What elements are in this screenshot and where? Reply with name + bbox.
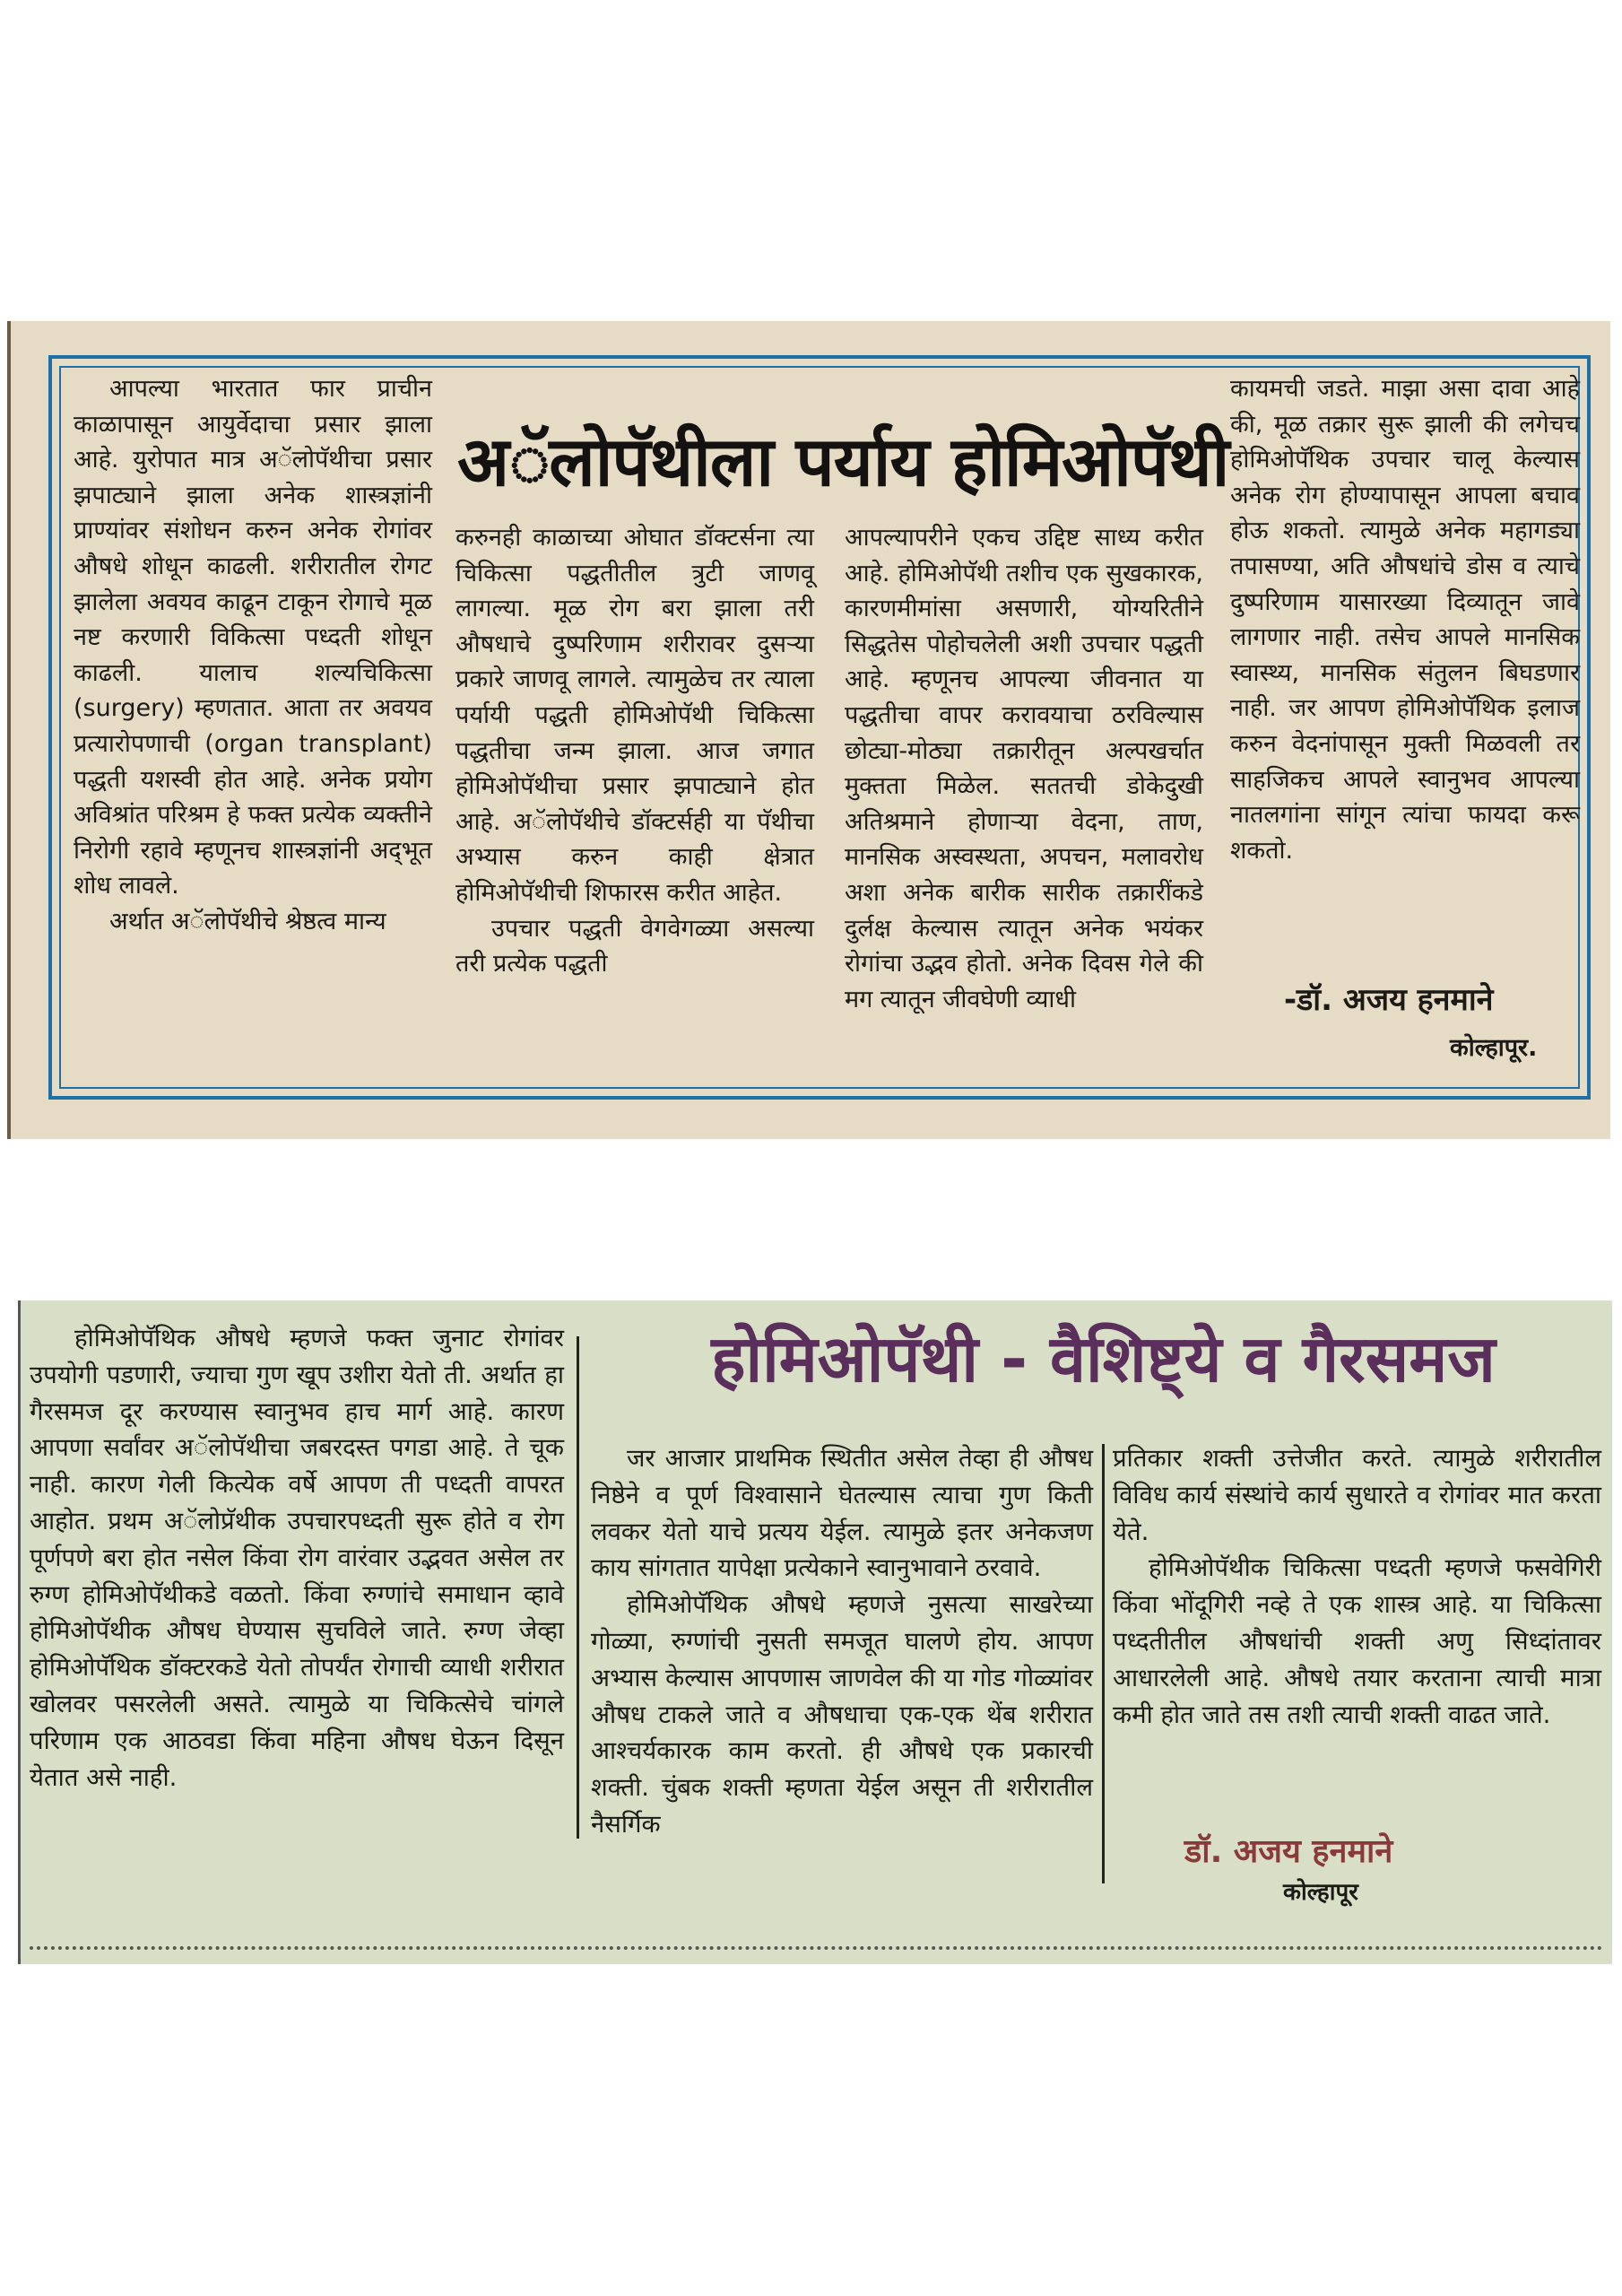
paragraph: कायमची जडते. माझा असा दावा आहे की, मूळ तक्रार सुरू झाली की लगेचच होमिओपॅथिक उपचार चालू केल्यास अनेक रोग होण्यापासून आपला बचाव होऊ शकतो. त्यामुळे अनेक महागड्या तपासण्या, अति औषधांचे डोस व त्याचे दुष्परिणाम यासारख्या दिव्यातून जावे लागणार नाही. तसेच आपले मानसिक स्वास्थ्य, मानसिक संतुलन बिघडणार नाही. जर आपण होमिओपॅथिक इलाज करुन वेदनांपासून मुक्ती मिळवली तर साहजिकच आपले स्वानुभव आपल्या नातलगांना सांगून त्यांचा फायदा करू शकतो. [1230,375,1580,865]
paragraph: होमिओपॅथिक औषधे म्हणजे फक्त जुनाट रोगांवर उपयोगी पडणारी, ज्याचा गुण खूप उशीरा येतो ती. अर्थात हा गैरसमज दूर करण्यास स्वानुभव हाच मार्ग आहे. कारण आपणा सर्वांवर अॅलोपॅथीचा जबरदस्त पगडा आहे. ते चूक नाही. कारण गेली कित्येक वर्षे आपण ती पध्दती वापरत आहोत. प्रथम अॅलोप्रॅथीक उपचारपध्दती सुरू होते व रोग पूर्णपणे बरा होत नसेल किंवा रोग वारंवार उद्भवत असेल तर रुग्ण होमिओपॅथीकडे वळतो. किंवा रुग्णांचे समाधान व्हावे होमिओपॅथीक औषध घेण्यास सुचविले जाते. रुग्ण जेव्हा होमिओपॅथिक डॉक्टरकडे येतो तोपर्यंत रोगाची व्याधी शरीरात खोलवर पसरलेली असते. त्यामुळे या चिकित्सेचे चांगले परिणाम एक आठवडा किंवा महिना औषध घेऊन दिसून येतात असे नाही. [30,1324,564,1792]
article1-column-3 [845,520,1203,1017]
article1-headline: अॅलोपॅथीला पर्याय होमिओपॅथी [457,422,1229,501]
author-signature: -डॉ. अजय हनमाने [1284,982,1494,1018]
paragraph: आपल्या भारतात फार प्राचीन काळापासून आयुर्वेदाचा प्रसार झाला आहे. युरोपात मात्र अॅलोपॅथीचा प्रसार झपाट्याने झाला अनेक शास्त्रज्ञांनी प्राण्यांवर संशोधन करुन अनेक रोगांवर औषधे शोधून काढली. शरीरातील रोगट झालेला अवयव काढून टाकून रोगाचे मूळ नष्ट करणारी विकित्सा पध्दती शोधून काढली. यालाच शल्यचिकित्सा (surgery) म्हणतात. आता तर अवयव प्रत्यारोपणाची (organ transplant) पद्धती यशस्वी होत आहे. अनेक प्रयोग अविश्रांत परिश्रम हे फक्त प्रत्येक व्यक्तीने निरोगी रहावे म्हणूनच शास्त्रज्ञांनी अद्‌भूत शोध लावले. [74,375,432,900]
paragraph: प्रतिकार शक्ती उत्तेजीत करते. त्यामुळे शरीरातील विविध कार्य संस्थांचे कार्य सुधारते व रोगांवर मात करता येते. [1113,1444,1601,1546]
article2-column-1 [30,1320,564,1796]
author-place: कोल्हापूर. [1450,1034,1538,1062]
article2-column-3 [1113,1440,1601,1733]
torn-edge-dots [30,1946,1603,1950]
article2-column-2 [591,1440,1093,1843]
paragraph: होमिओपॅथिक औषधे म्हणजे नुसत्या साखरेच्या गोळ्या, रुग्णांची नुसती समजूत घालणे होय. आपण अभ्यास केल्यास आपणास जाणवेल की या गोड गोळ्यांवर औषध टाकले जाते व औषधाचा एक-एक थेंब शरीरात आश्चर्यकारक काम करतो. ही औषधे एक प्रकारची शक्ती. चुंबक शक्ती म्हणता येईल असून ती शरीरातील नैसर्गिक [591,1590,1093,1839]
paragraph: उपचार पद्धती वेगवेगळ्या असल्या तरी प्रत्येक पद्धती [455,914,814,978]
column-divider [1102,1444,1105,1883]
paragraph: जर आजार प्राथमिक स्थितीत असेल तेव्हा ही औषध निष्ठेने व पूर्ण विश्वासाने घेतल्यास त्याचा गुण किती लवकर येतो याचे प्रत्यय येईल. त्यामुळे इतर अनेकजण काय सांगतात यापेक्षा प्रत्येकाने स्वानुभावाने ठरवावे. [591,1444,1093,1583]
author-signature: डॉ. अजय हनमाने [1184,1833,1393,1870]
paragraph: अर्थात अॅलोपॅथीचे श्रेष्ठत्व मान्य [109,907,386,935]
article1-column-2 [455,520,814,982]
column-divider [577,1336,579,1839]
article1-column-4 [1230,371,1580,868]
article2-headline: होमिओपॅथी - वैशिष्ट्ये व गैरसमज [711,1321,1496,1396]
newspaper-clipping-2 [18,1300,1612,1964]
article1-column-1 [74,371,432,940]
paragraph: करुनही काळाच्या ओघात डॉक्टर्सना त्या चिकित्सा पद्धतीतील त्रुटी जाणवू लागल्या. मूळ रोग बरा झाला तरी औषधाचे दुष्परिणाम शरीरावर दुसऱ्या प्रकारे जाणवू लागले. त्यामुळेच तर त्याला पर्यायी पद्धती होमिओपॅथी चिकित्सा पद्धतीचा जन्म झाला. आज जगात होमिओपॅथीचा प्रसार झपाट्याने होत आहे. अॅलोपॅथीचे डॉक्टर्सही या पॅथीचा अभ्यास करुन काही क्षेत्रात होमिओपॅथीची शिफारस करीत आहेत. [455,524,814,907]
author-place: कोल्हापूर [1283,1879,1358,1906]
paragraph: होमिओपॅथीक चिकित्सा पध्दती म्हणजे फसवेगिरी किंवा भोंदूगिरी नव्हे ते एक शास्त्र आहे. या चिकित्सा पध्दतीतील औषधांची शक्ती अणु सिध्दांतावर आधारलेली आहे. औषधे तयार करताना त्याची मात्रा कमी होत जाते तस तशी त्याची शक्ती वाढत जाते. [1113,1553,1601,1729]
paragraph: आपल्यापरीने एकच उद्दिष्ट साध्य करीत आहे. होमिओपॅथी तशीच एक सुखकारक, कारणमीमांसा असणारी, योग्यरितीने सिद्धतेस पोहोचलेली अशी उपचार पद्धती आहे. म्हणूनच आपल्या जीवनात या पद्धतीचा वापर करावयाचा ठरविल्यास छोट्या-मोठ्या तक्रारीतून अल्पखर्चात मुक्तता मिळेल. सततची डोकेदुखी अतिश्रमाने होणाऱ्या वेदना, ताण, मानसिक अस्वस्थता, अपचन, मलावरोध अशा अनेक बारीक सारीक तक्रारींकडे दुर्लक्ष केल्यास त्यातून अनेक भयंकर रोगांचा उद्भव होतो. अनेक दिवस गेले की मग त्यातून जीवघेणी व्याधी [845,524,1203,1013]
newspaper-clipping-1 [7,321,1610,1139]
